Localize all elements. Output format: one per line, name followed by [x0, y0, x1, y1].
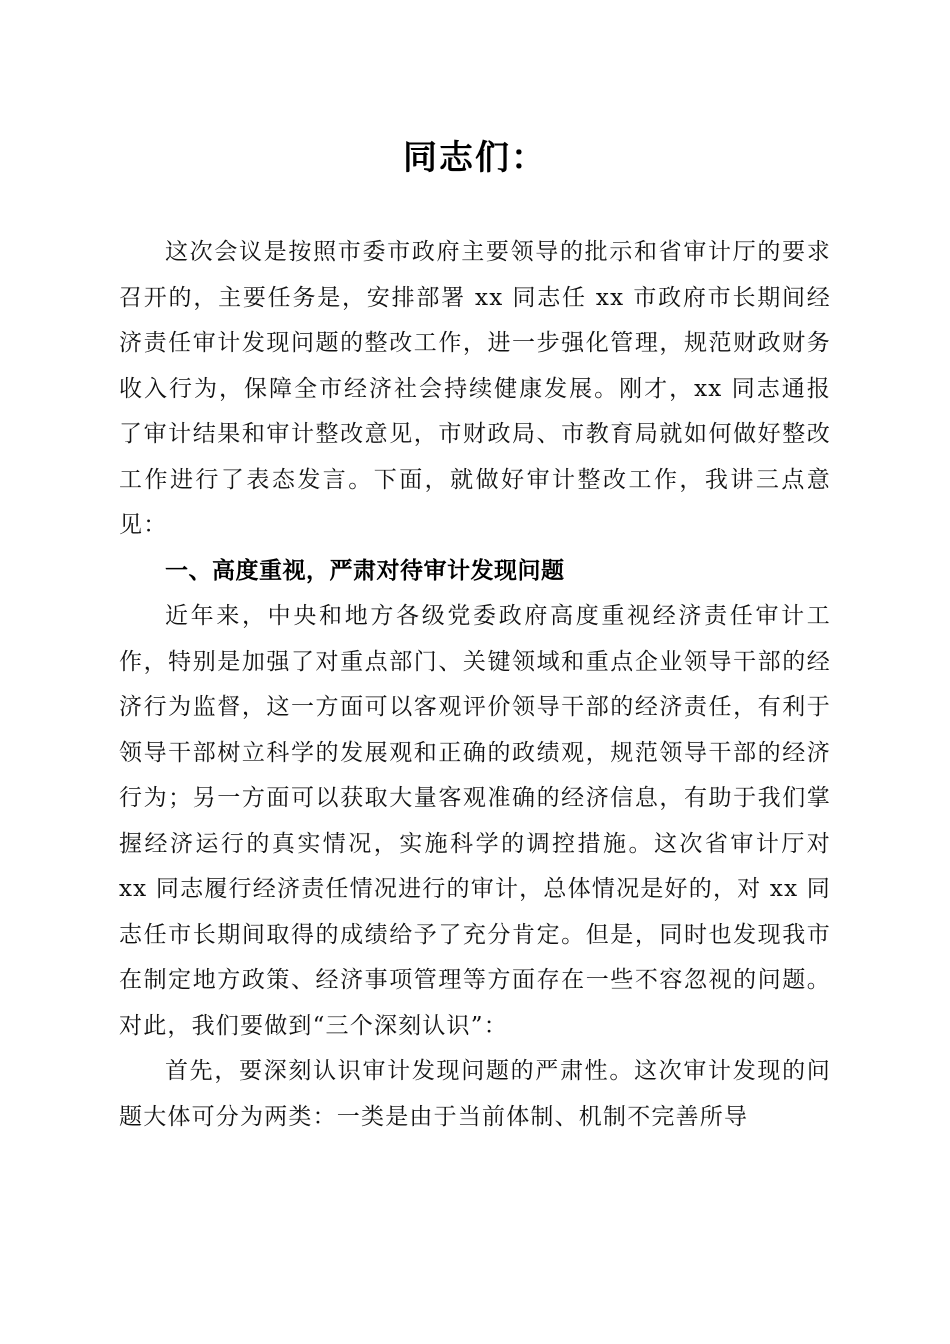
page-title: 同志们： [403, 138, 547, 178]
paragraph-background: 近年来，中央和地方各级党委政府高度重视经济责任审计工作，特别是加强了对重点部门、关键领域和重点企业领导干部的经济行为监督，这一方面可以客观评价领导干部的经济责任，有利于领导干部树立科学的发展观和正确的政绩观，规范领导干部的经济行为；另一方面可以获取大量客观准确的经济信息，有助于我们掌握经济运行的真实情况，实施科学的调控措施。这次省审计厅对 xx 同志履行经济责任情况进行的审计，总体情况是好的，对 xx 同志任市长期间取得的成绩给予了充分肯定。但是，同时也发现我市在制定地方政策、经济事项管理等方面存在一些不容忽视的问题。对此，我们要做到“三个深刻认识”： [119, 603, 831, 1039]
document-body [119, 230, 831, 1140]
paragraph-intro: 这次会议是按照市委市政府主要领导的批示和省审计厅的要求召开的，主要任务是，安排部署 xx 同志任 xx 市政府市长期间经济责任审计发现问题的整改工作，进一步强化管理，规范财政财务收入行为，保障全市经济社会持续健康发展。刚才，xx 同志通报了审计结果和审计整改意见，市财政局、市教育局就如何做好整改工作进行了表态发言。下面，就做好审计整改工作，我讲三点意见： [119, 239, 831, 538]
paragraph-first-point: 首先，要深刻认识审计发现问题的严肃性。这次审计发现的问题大体可分为两类：一类是由于当前体制、机制不完善所导 [119, 1058, 831, 1130]
section-heading-1: 一、高度重视，严肃对待审计发现问题 [165, 557, 565, 584]
